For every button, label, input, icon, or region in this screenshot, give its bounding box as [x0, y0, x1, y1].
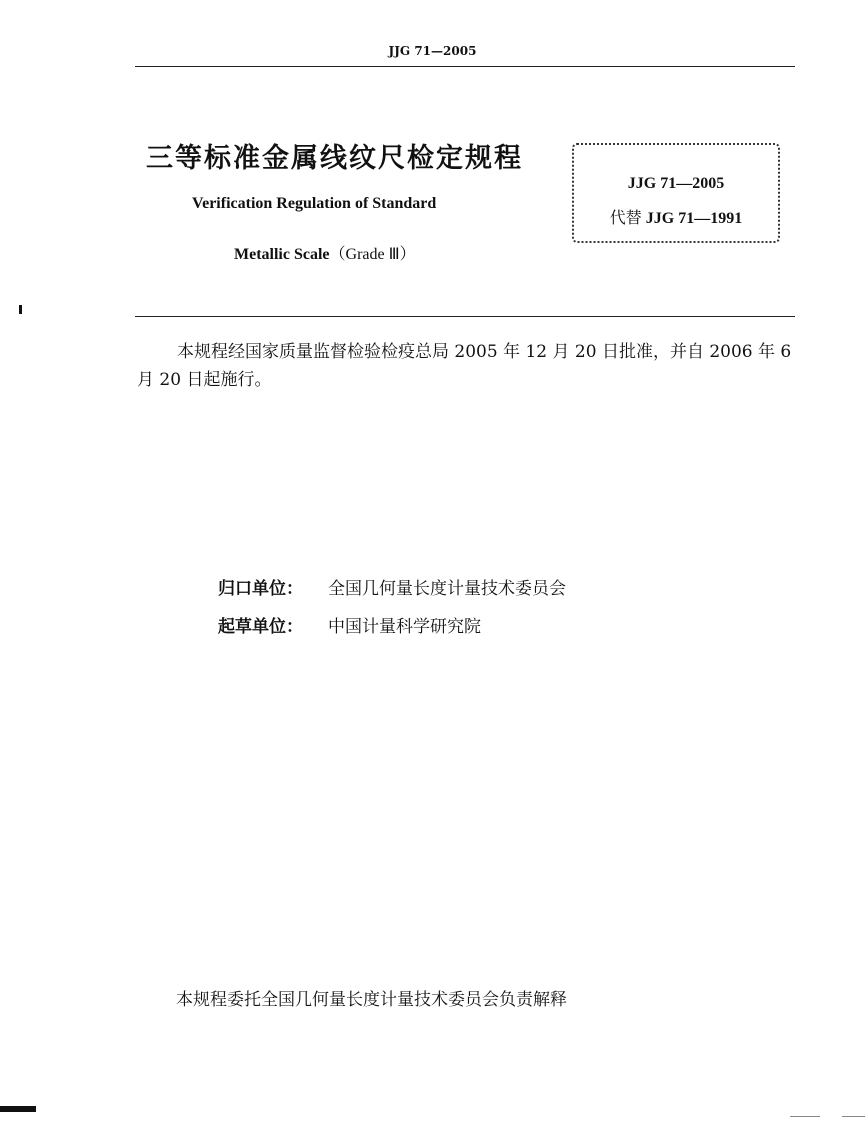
- standard-code: JJG 71—2005: [627, 175, 725, 192]
- unit-value: 全国几何量长度计量技术委员会: [328, 579, 566, 599]
- title-rule: [135, 316, 795, 317]
- unit-label: 归口单位：: [218, 579, 303, 599]
- unit-value: 中国计量科学研究院: [328, 617, 481, 637]
- scan-mark-bottom: [0, 1106, 36, 1112]
- standard-number-box: [572, 143, 780, 243]
- header-rule: [135, 66, 795, 67]
- unit-row-drafting: [218, 612, 481, 637]
- title-english-bold: Metallic Scale: [234, 246, 330, 263]
- approval-paragraph: 本规程经国家质量监督检验检疫总局 2005 年 12 月 20 日批准，并自 2006 年 6 月 20 日起施行。: [137, 342, 792, 390]
- replaces-prefix: 代替: [609, 210, 642, 227]
- unit-row-responsible: [218, 574, 566, 599]
- interpretation-note: 本规程委托全国几何量长度计量技术委员会负责解释: [176, 990, 567, 1010]
- title-english-line1: Verification Regulation of Standard: [192, 195, 437, 212]
- title-english-line2: [234, 241, 416, 264]
- replaces-code: JJG 71—1991: [645, 210, 743, 227]
- scan-mark-left: [19, 305, 22, 314]
- header-code: JJG 71—2005: [388, 44, 477, 58]
- scan-dash: [842, 1116, 865, 1117]
- scan-dash: [790, 1116, 820, 1117]
- unit-label: 起草单位：: [218, 617, 303, 637]
- title-english-grade: （Grade Ⅲ）: [329, 246, 416, 263]
- replaces-standard: [574, 205, 778, 228]
- title-chinese: 三等标准金属线纹尺检定规程: [146, 143, 523, 174]
